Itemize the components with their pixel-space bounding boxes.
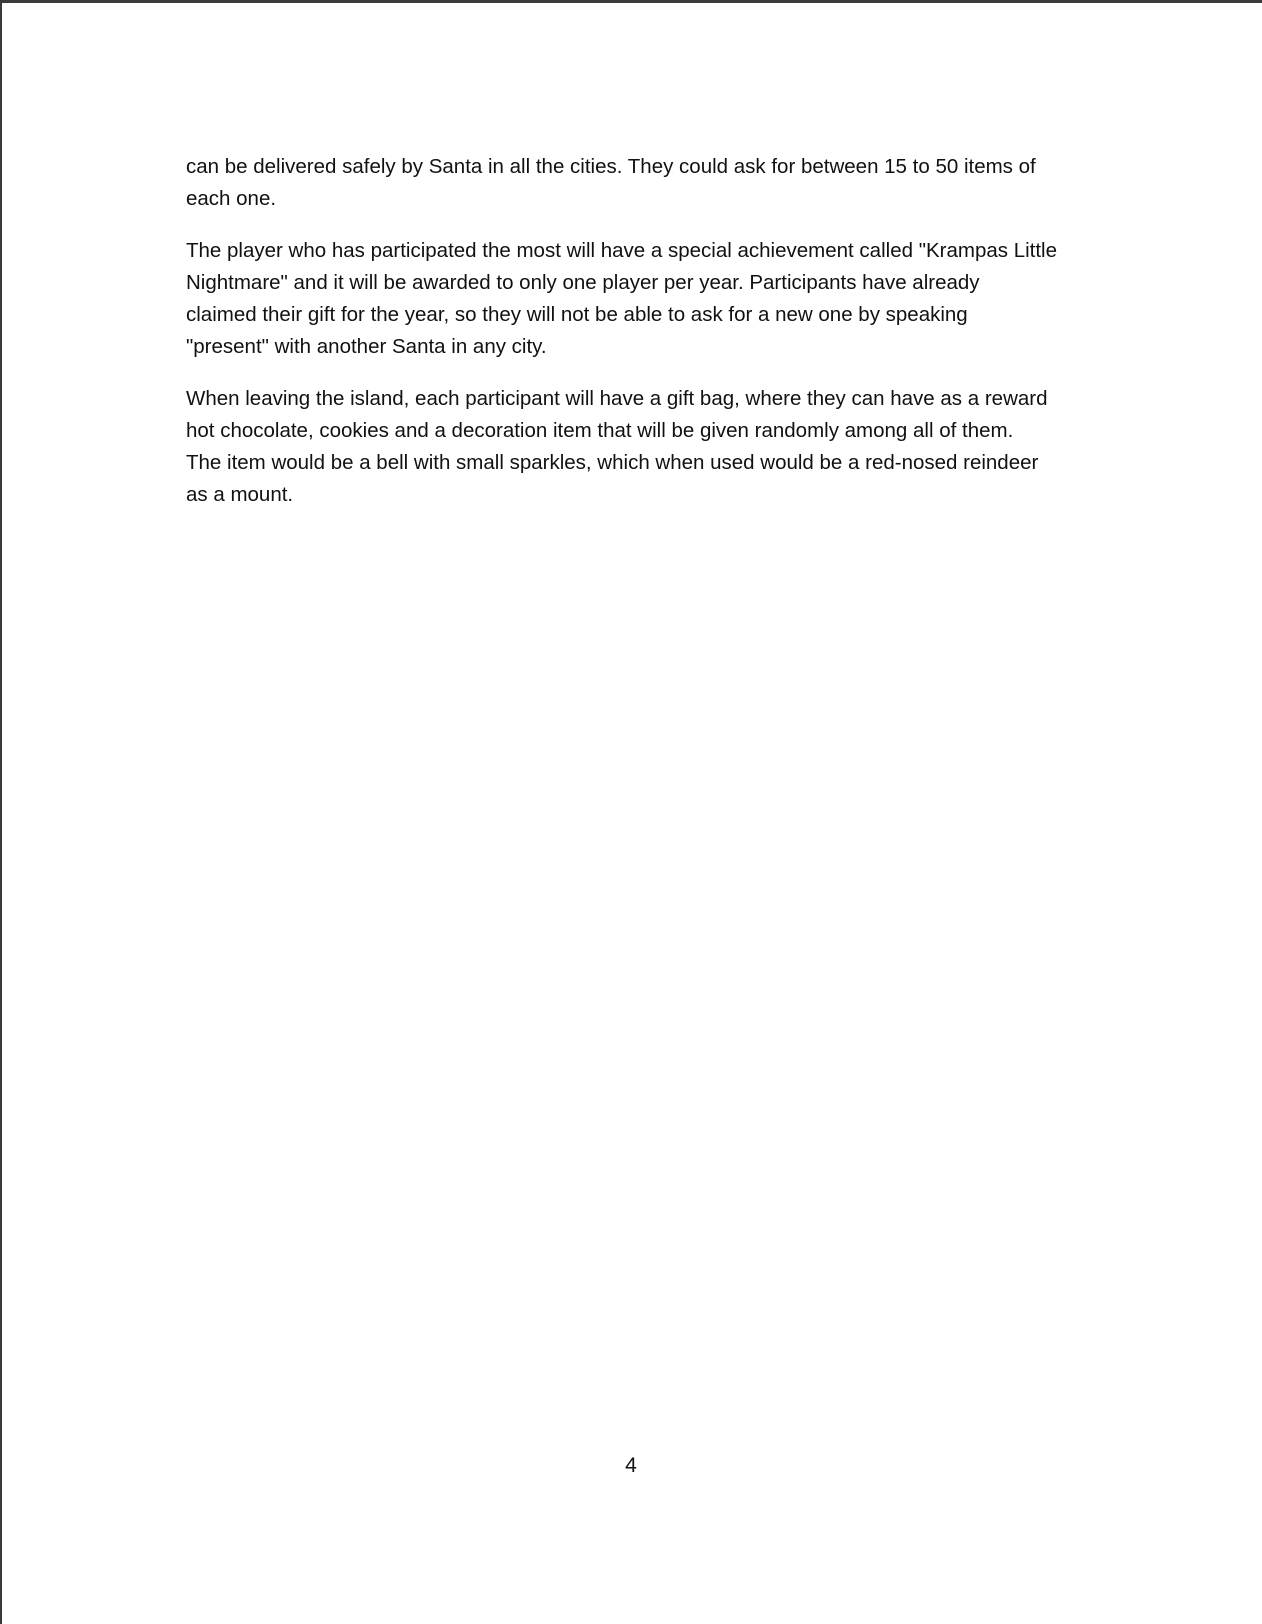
paragraph-line: When leaving the island, each participant will have a gift bag, where they can have as a reward — [186, 387, 1048, 410]
paragraph-line: The item would be a bell with small sparkles, which when used would be a red-nosed reindeer — [186, 451, 1039, 474]
paragraph-line: claimed their gift for the year, so they will not be able to ask for a new one by speaking — [186, 303, 968, 326]
paragraph-line: "present" with another Santa in any city. — [186, 335, 547, 358]
paragraph-2 — [186, 235, 1086, 363]
page-body — [186, 151, 1086, 531]
paragraph-line: Nightmare" and it will be awarded to only one player per year. Participants have already — [186, 271, 980, 294]
page-number: 4 — [625, 1454, 637, 1477]
paragraph-line: The player who has participated the most will have a special achievement called "Krampas Little — [186, 239, 1057, 262]
paragraph-line: each one. — [186, 187, 277, 210]
paragraph-1 — [186, 151, 1086, 215]
paragraph-line: hot chocolate, cookies and a decoration item that will be given randomly among all of them. — [186, 419, 1014, 442]
paragraph-line: can be delivered safely by Santa in all the cities. They could ask for between 15 to 50 items of — [186, 155, 1036, 178]
paragraph-line: as a mount. — [186, 483, 294, 506]
paragraph-3 — [186, 383, 1086, 511]
